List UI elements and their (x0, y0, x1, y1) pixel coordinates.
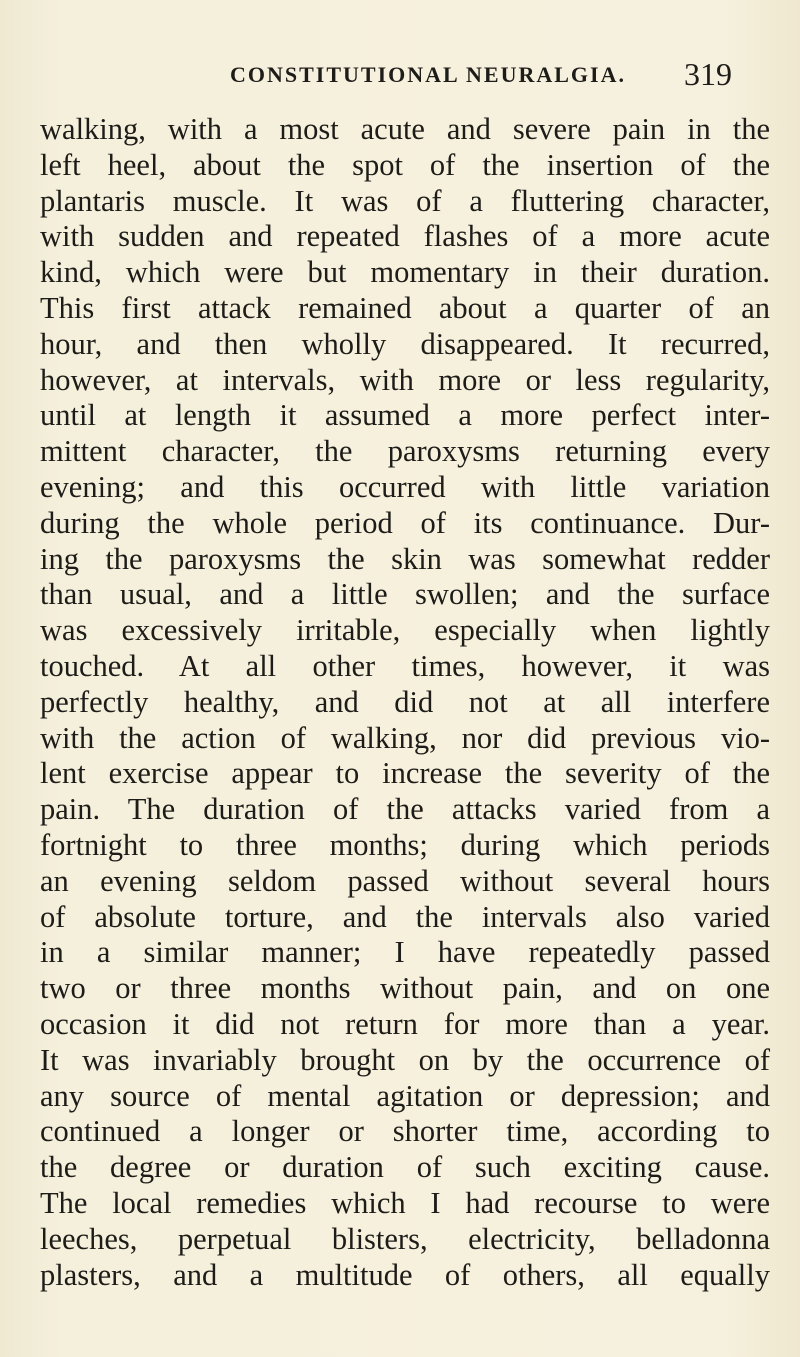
text-line: It was invariably brought on by the occurrence of (40, 1042, 770, 1077)
text-line: with the action of walking, nor did previous vio- (40, 720, 770, 755)
text-line: leeches, perpetual blisters, electricity, belladonna (40, 1221, 770, 1256)
text-line: kind, which were but momentary in their duration. (40, 255, 770, 290)
text-line: lent exercise appear to increase the severity of the (40, 756, 770, 791)
text-line: plantaris muscle. It was of a fluttering character, (40, 183, 770, 218)
text-line: two or three months without pain, and on one (40, 971, 770, 1006)
text-line: with sudden and repeated flashes of a more acute (40, 219, 770, 254)
page-number: 319 (684, 56, 732, 92)
text-line: mittent character, the paroxysms returning every (40, 434, 770, 469)
page-header (40, 56, 760, 96)
text-line: hour, and then wholly disappeared. It recurred, (40, 326, 770, 361)
text-line: than usual, and a little swollen; and the surface (40, 577, 770, 612)
text-line: plasters, and a multitude of others, all equally (40, 1257, 770, 1292)
text-line: The local remedies which I had recourse to were (40, 1185, 770, 1220)
text-line: the degree or duration of such exciting cause. (40, 1150, 770, 1185)
body-text (40, 112, 770, 1293)
text-line: pain. The duration of the attacks varied from a (40, 792, 770, 827)
text-line: continued a longer or shorter time, according to (40, 1114, 770, 1149)
running-head: CONSTITUTIONAL NEURALGIA. (230, 62, 626, 87)
text-line: This first attack remained about a quarter of an (40, 290, 770, 325)
text-line: ing the paroxysms the skin was somewhat redder (40, 541, 770, 576)
text-line: evening; and this occurred with little variation (40, 469, 770, 504)
text-line: during the whole period of its continuance. Dur- (40, 505, 770, 540)
text-line: any source of mental agitation or depression; and (40, 1078, 770, 1113)
text-line: until at length it assumed a more perfect inter- (40, 398, 770, 433)
text-line: left heel, about the spot of the insertion of the (40, 147, 770, 182)
text-line: however, at intervals, with more or less regularity, (40, 362, 770, 397)
text-line: perfectly healthy, and did not at all interfere (40, 684, 770, 719)
text-line: fortnight to three months; during which periods (40, 827, 770, 862)
text-line: was excessively irritable, especially when lightly (40, 613, 770, 648)
text-line: an evening seldom passed without several hours (40, 863, 770, 898)
text-line: walking, with a most acute and severe pain in the (40, 112, 770, 146)
text-line: of absolute torture, and the intervals also varied (40, 899, 770, 934)
text-line: in a similar manner; I have repeatedly passed (40, 935, 770, 970)
text-line: occasion it did not return for more than a year. (40, 1006, 770, 1041)
text-line: touched. At all other times, however, it was (40, 648, 770, 683)
